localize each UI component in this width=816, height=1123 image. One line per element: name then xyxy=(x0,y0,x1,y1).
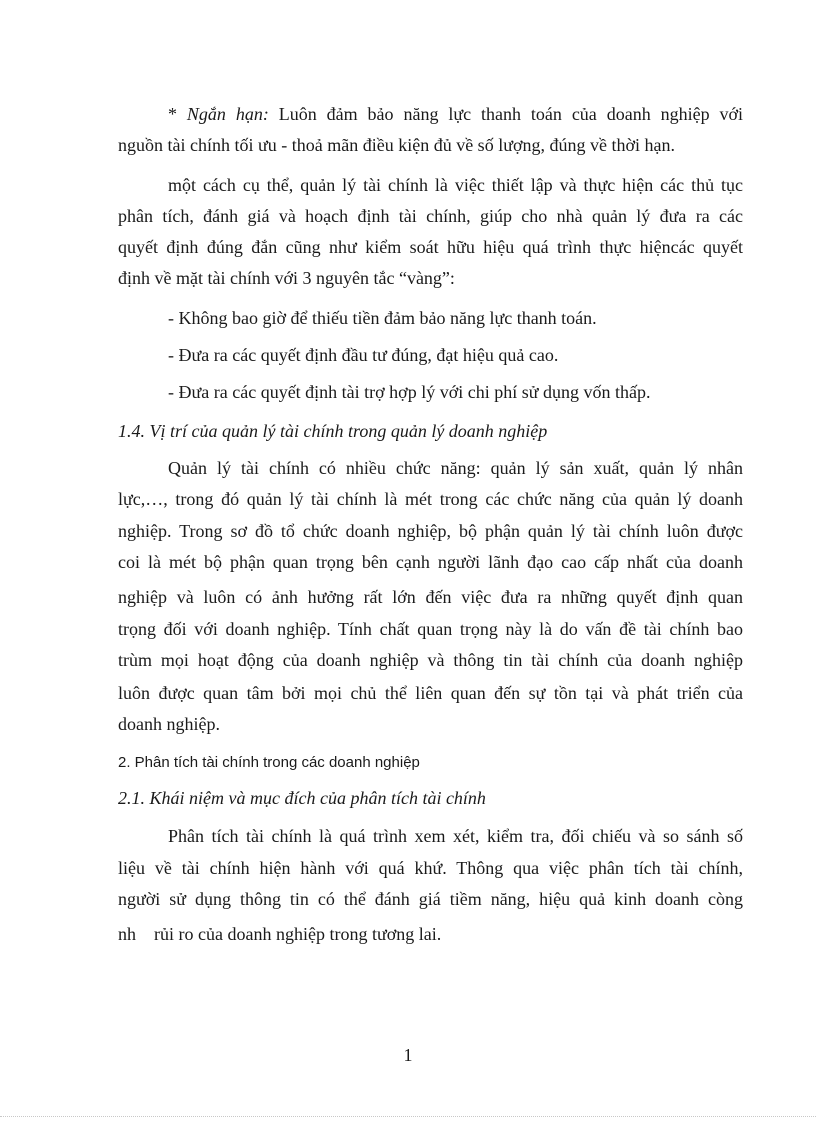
paragraph-line xyxy=(168,103,743,125)
bullet-marker: * xyxy=(168,104,187,124)
paragraph-line: quyết định đúng đắn cũng như kiểm soát hữu hiệu quá trình thực hiệncác quyết xyxy=(118,237,743,257)
paragraph-line: doanh nghiệp. xyxy=(118,714,220,734)
page-number: 1 xyxy=(403,1045,413,1065)
paragraph-line: lực,…, trong đó quản lý tài chính là mét trong các chức năng của quản lý doanh xyxy=(118,489,743,509)
subsection-heading: 2.1. Khái niệm và mục đích của phân tích tài chính xyxy=(118,788,486,808)
paragraph-line: coi là mét bộ phận quan trọng bên cạnh người lãnh đạo cao cấp nhất của doanh xyxy=(118,552,743,572)
paragraph-line: định về mặt tài chính với 3 nguyên tắc “vàng”: xyxy=(118,268,455,288)
paragraph-line: luôn được quan tâm bởi mọi chủ thể liên quan đến sự tồn tại và phát triển của xyxy=(118,683,743,703)
paragraph-line: nguồn tài chính tối ưu - thoả mãn điều kiện đủ về số lượng, đúng về thời hạn. xyxy=(118,135,675,155)
paragraph-line: phân tích, đánh giá và hoạch định tài chính, giúp cho nhà quản lý đưa ra các xyxy=(118,206,743,226)
section-heading: 2. Phân tích tài chính trong các doanh nghiệp xyxy=(118,754,420,771)
paragraph-line: Quản lý tài chính có nhiều chức năng: quản lý sản xuất, quản lý nhân xyxy=(168,458,743,478)
paragraph-line: nghiệp và luôn có ảnh hưởng rất lớn đến việc đưa ra những quyết định quan xyxy=(118,587,743,607)
paragraph-line: một cách cụ thể, quản lý tài chính là việc thiết lập và thực hiện các thủ tục xyxy=(168,175,743,195)
paragraph-line: Phân tích tài chính là quá trình xem xét, kiểm tra, đối chiếu và so sánh số xyxy=(168,826,743,846)
paragraph-line: nghiệp. Trong sơ đồ tổ chức doanh nghiệp, bộ phận quản lý tài chính luôn được xyxy=(118,521,743,541)
paragraph-line: trùm mọi hoạt động của doanh nghiệp và thông tin tài chính của doanh nghiệp xyxy=(118,650,743,670)
list-item: - Đưa ra các quyết định tài trợ hợp lý với chi phí sử dụng vốn thấp. xyxy=(168,382,651,402)
paragraph-line: trọng đối với doanh nghiệp. Tính chất quan trọng này là do vấn đề tài chính bao xyxy=(118,619,743,639)
term-label: Ngắn hạn: xyxy=(186,104,269,124)
section-heading: 1.4. Vị trí của quản lý tài chính trong quản lý doanh nghiệp xyxy=(118,421,548,441)
paragraph-line: nh rủi ro của doanh nghiệp trong tương lai. xyxy=(118,924,442,944)
page-bottom-border xyxy=(0,1116,816,1117)
paragraph-line: liệu về tài chính hiện hành với quá khứ. Thông qua việc phân tích tài chính, xyxy=(118,858,743,878)
list-item: - Đưa ra các quyết định đầu tư đúng, đạt hiệu quả cao. xyxy=(168,345,559,365)
line-text: Luôn đảm bảo năng lực thanh toán của doanh nghiệp với xyxy=(268,104,744,124)
list-item: - Không bao giờ để thiếu tiền đảm bảo năng lực thanh toán. xyxy=(168,308,597,328)
paragraph-line: người sử dụng thông tin có thể đánh giá tiềm năng, hiệu quả kinh doanh còng xyxy=(118,889,743,909)
